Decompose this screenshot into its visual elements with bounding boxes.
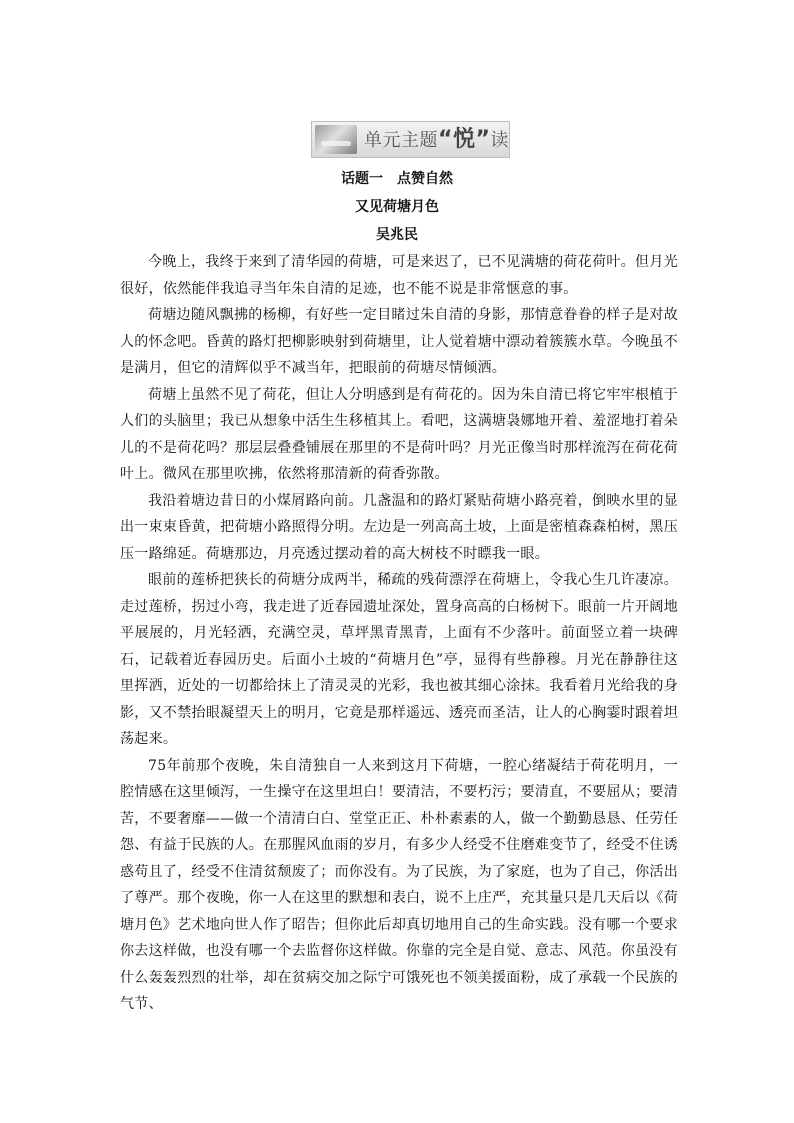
banner-title [364, 126, 509, 154]
paragraph: 我沿着塘边昔日的小煤屑路向前。几盏温和的路灯紧贴荷塘小路亮着，倒映水里的显出一束束昏黄，把荷塘小路照得分明。左边是一列高高土坡，上面是密植森森柏树，黑压压一路绵延。荷塘那边，月亮透过摆动着的高大树枝不时瞟我一眼。 [120, 492, 678, 562]
banner-text-highlight: “悦” [438, 127, 491, 152]
paragraph: 今晚上，我终于来到了清华园的荷塘，可是来迟了，已不见满塘的荷花荷叶。但月光很好，依然能伴我追寻当年朱自清的足迹，也不能不说是非常惬意的事。 [120, 254, 678, 297]
article-title: 又见荷塘月色 [355, 199, 439, 215]
unit-theme-banner [311, 121, 510, 158]
landscape-banner-art [315, 125, 357, 154]
article-author: 吴兆民 [376, 227, 418, 243]
paragraph: 眼前的莲桥把狭长的荷塘分成两半，稀疏的残荷漂浮在荷塘上，令我心生几许凄凉。走过莲桥，拐过小弯，我走进了近春园遗址深处，置身高高的白杨树下。眼前一片开阔地平展展的，月光轻洒，充满空灵，草坪黑青黑青，上面有不少落叶。前面竖立着一块碑石，记载着近春园历史。后面小土坡的“荷塘月色”亭，显得有些静穆。月光在静静往这里挥洒，近处的一切都给抹上了清灵灵的光彩，我也被其细心涂抹。我看着月光给我的身影，又不禁抬眼凝望天上的明月，它竟是那样遥远、透亮而圣洁，让人的心胸霎时跟着坦荡起来。 [120, 572, 678, 747]
paragraph: 荷塘上虽然不见了荷花，但让人分明感到是有荷花的。因为朱自清已将它牢牢根植于人们的头脑里；我已从想象中活生生移植其上。看吧，这满塘袅娜地开着、羞涩地打着朵儿的不是荷花吗？那层层叠叠铺展在那里的不是荷叶吗？月光正像当时那样流泻在荷花荷叶上。微风在那里吹拂，依然将那清新的荷香弥散。 [120, 386, 678, 482]
article-body [120, 249, 678, 1018]
banner-text-before: 单元主题 [364, 130, 438, 151]
topic-heading: 话题一 点赞自然 [341, 171, 453, 187]
paragraph: 荷塘边随风飘拂的杨柳，有好些一定目睹过朱自清的身影，那情意眷眷的样子是对故人的怀念吧。昏黄的路灯把柳影映射到荷塘里，让人觉着塘中漂动着簇簇水草。今晚虽不是满月，但它的清辉似乎不减当年，把眼前的荷塘尽情倾洒。 [120, 307, 678, 376]
banner-text-after: 读 [490, 130, 509, 151]
paragraph: 75年前那个夜晚，朱自清独自一人来到这月下荷塘，一腔心绪凝结于荷花明月，一腔情感在这里倾泻，一生操守在这里坦白！要清洁，不要朽污；要清直，不要屈从；要清苦，不要奢靡——做一个清清白白、堂堂正正、朴朴素素的人，做一个勤勤恳恳、任劳任怨、有益于民族的人。在那腥风血雨的岁月，有多少人经受不住磨难变节了，经受不住诱惑苟且了，经受不住清贫颓废了；而你没有。为了民族，为了家庭，也为了自己，你活出了尊严。那个夜晚，你一人在这里的默想和表白，说不上庄严，充其量只是几天后以《荷塘月色》艺术地向世人作了昭告；但你此后却真切地用自己的生命实践。没有哪一个要求你去这样做，也没有哪一个去监督你这样做。你靠的完全是自觉、意志、风范。你虽没有什么轰轰烈烈的壮举，却在贫病交加之际宁可饿死也不领美援面粉，成了承载一个民族的气节、 [120, 757, 678, 1012]
